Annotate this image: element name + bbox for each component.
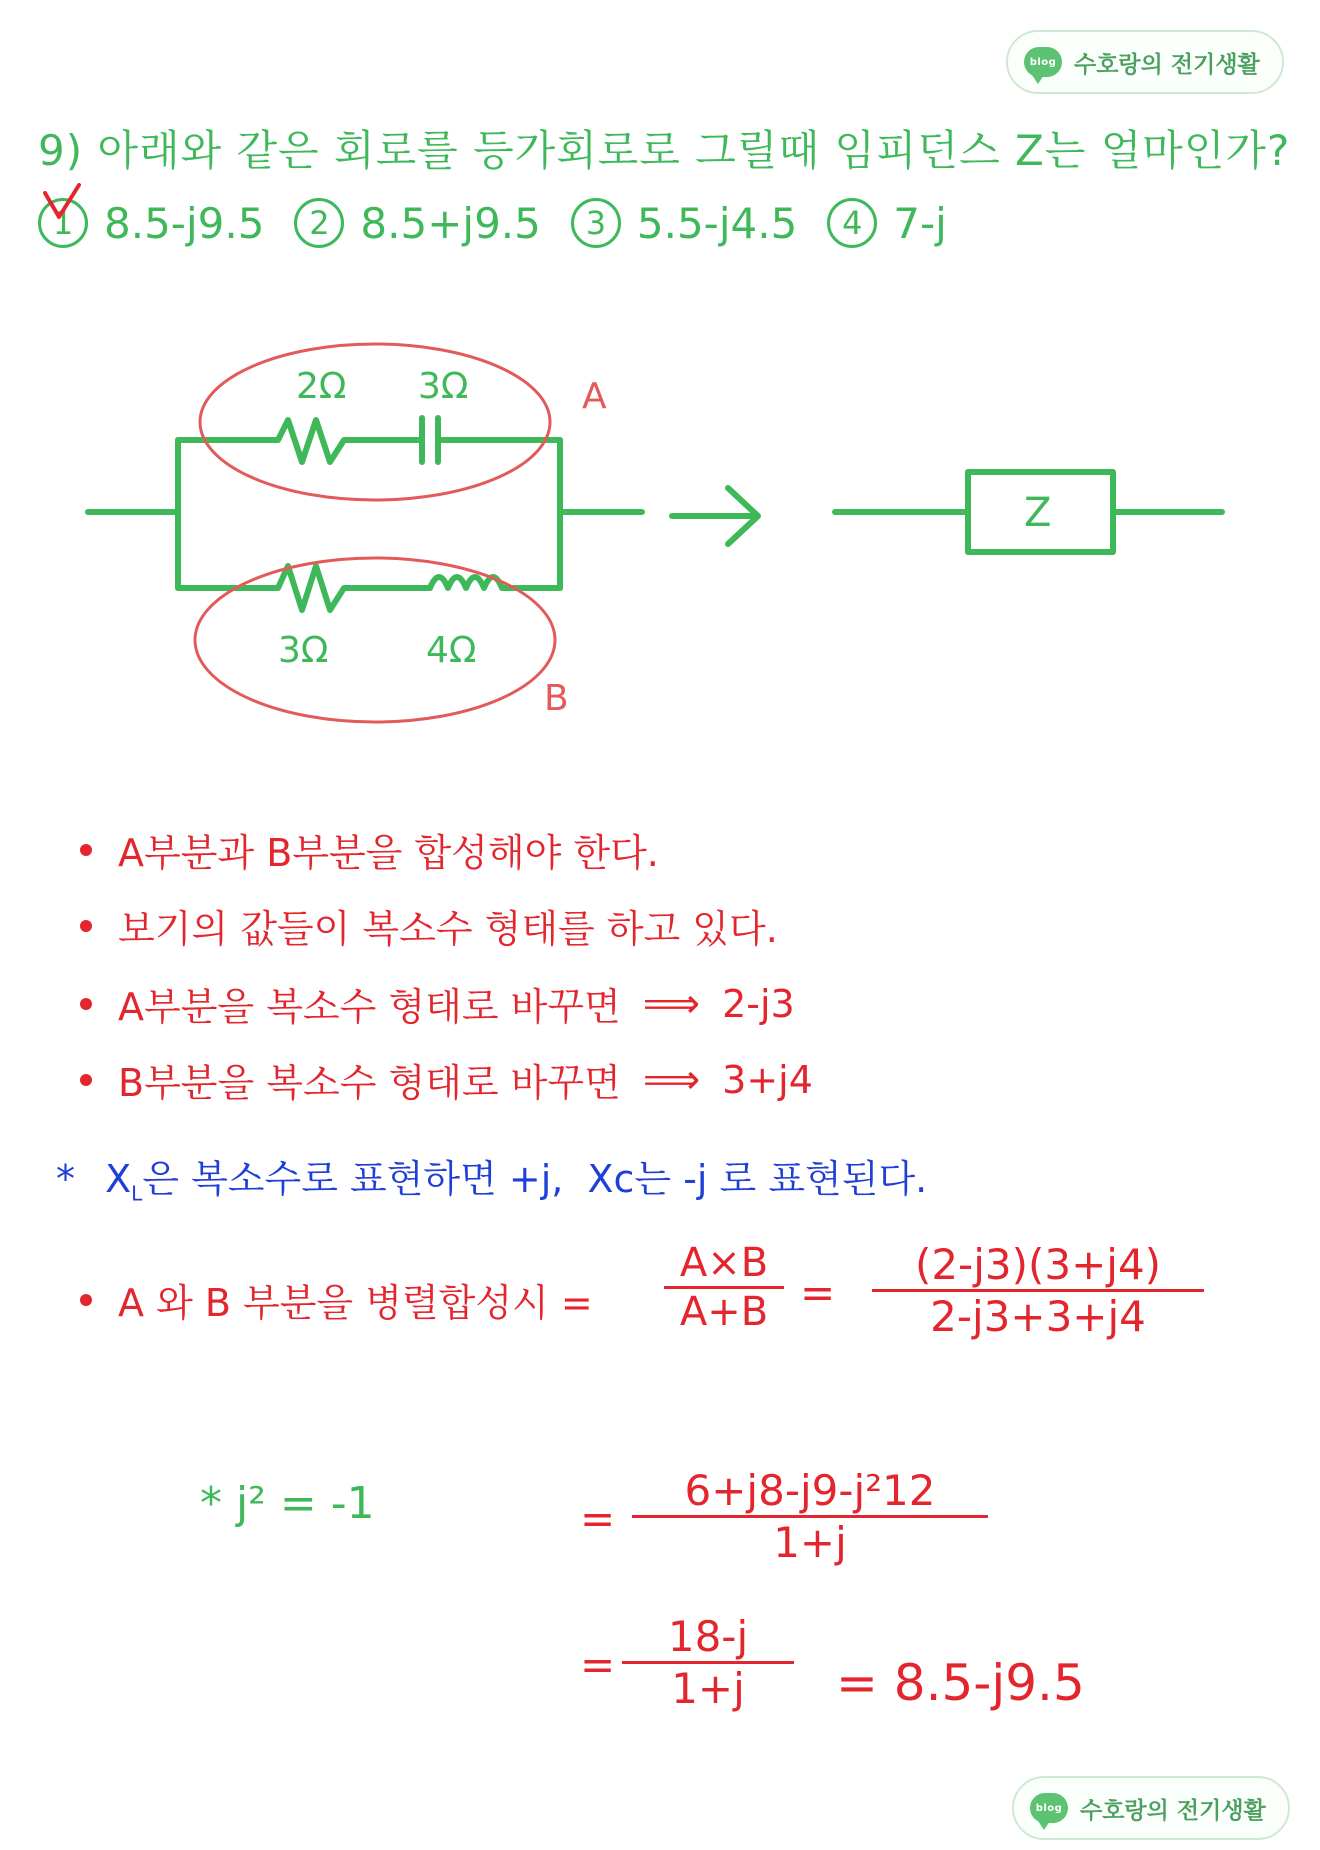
fraction-ab xyxy=(664,1240,784,1335)
bullet-1-text: A부분과 B부분을 합성해야 한다. xyxy=(118,831,659,875)
capacitor xyxy=(422,418,438,462)
option-value-3: 5.5-j4.5 xyxy=(636,198,798,248)
option-marker-3: 3 xyxy=(571,198,621,248)
answer-options xyxy=(38,198,977,248)
bullet-4-text: B부분을 복소수 형태로 바꾸면 xyxy=(118,1061,621,1105)
blog-icon: blog xyxy=(1030,1793,1068,1823)
brand-badge-top xyxy=(1006,30,1284,94)
final-result: = 8.5-j9.5 xyxy=(836,1654,1085,1712)
brand-name: 수호랑의 전기생활 xyxy=(1080,1797,1266,1824)
equals-3: = xyxy=(580,1640,616,1689)
bullet-dot xyxy=(80,1294,92,1306)
bullet-2 xyxy=(80,898,778,953)
bullet-dot xyxy=(80,1074,92,1086)
equals-2: = xyxy=(580,1494,616,1543)
brand-badge-bottom xyxy=(1012,1776,1290,1840)
note-text-1: 은 복소수로 표현하면 +j, xyxy=(142,1157,564,1201)
bullet-3-text: A부분을 복소수 형태로 바꾸면 xyxy=(118,985,621,1029)
reactance-note xyxy=(56,1148,927,1206)
fraction-complex-num: (2-j3)(3+j4) xyxy=(914,1240,1162,1289)
note-xl-sub: L xyxy=(131,1181,143,1206)
parallel-label: A 와 B 부분을 병렬합성시 = xyxy=(118,1281,593,1325)
option-4 xyxy=(827,198,947,248)
bullet-3 xyxy=(80,976,795,1031)
label-group-a: A xyxy=(582,376,607,417)
question-text: 9) 아래와 같은 회로를 등가회로로 그릴때 임피던스 Z는 얼마인가? xyxy=(38,126,1291,175)
j-squared-note: * j² = -1 xyxy=(200,1478,375,1529)
bullet-4-result: 3+j4 xyxy=(722,1057,813,1102)
wire-left xyxy=(88,440,178,588)
bullet-dot xyxy=(80,844,92,856)
brand-name: 수호랑의 전기생활 xyxy=(1074,51,1260,78)
arrow-icon xyxy=(672,488,758,544)
option-marker-1: 1 xyxy=(38,198,88,248)
fraction-expanded-den: 1+j xyxy=(773,1518,847,1567)
note-xc: Xc xyxy=(587,1157,635,1201)
label-group-b: B xyxy=(544,678,569,719)
bullet-4 xyxy=(80,1052,813,1107)
label-l-bottom: 4Ω xyxy=(426,630,477,671)
bullet-3-result: 2-j3 xyxy=(722,981,795,1026)
checkmark-icon xyxy=(39,183,85,229)
option-value-2: 8.5+j9.5 xyxy=(360,198,541,248)
fraction-ab-den: A+B xyxy=(679,1289,769,1335)
fraction-complex-den: 2-j3+3+j4 xyxy=(930,1292,1146,1341)
bullet-1 xyxy=(80,822,659,877)
group-b-ellipse xyxy=(195,558,555,722)
bullet-dot xyxy=(80,920,92,932)
label-equiv-z: Z xyxy=(1024,490,1052,536)
option-marker-4: 4 xyxy=(827,198,877,248)
option-1 xyxy=(38,198,264,248)
fraction-expanded-num: 6+j8-j9-j²12 xyxy=(684,1466,936,1515)
parallel-line xyxy=(80,1272,593,1327)
note-xl: X xyxy=(105,1157,132,1201)
fraction-simplified xyxy=(622,1612,794,1713)
bullet-dot xyxy=(80,998,92,1010)
implies-arrow-icon: ⟹ xyxy=(642,1056,701,1103)
option-3 xyxy=(571,198,797,248)
option-value-4: 7-j xyxy=(893,198,947,248)
label-c-top: 3Ω xyxy=(418,366,469,407)
label-r-bottom: 3Ω xyxy=(278,630,329,671)
circuit-diagram xyxy=(0,340,1320,740)
option-2 xyxy=(294,198,540,248)
fraction-simplified-num: 18-j xyxy=(667,1612,749,1661)
fraction-simplified-den: 1+j xyxy=(671,1664,745,1713)
equals-1: = xyxy=(800,1268,836,1317)
bullet-2-text: 보기의 값들이 복소수 형태를 하고 있다. xyxy=(118,907,778,951)
blog-icon: blog xyxy=(1024,47,1062,77)
implies-arrow-icon: ⟹ xyxy=(642,980,701,1027)
fraction-complex xyxy=(872,1240,1204,1341)
note-text-2: 는 -j 로 표현된다. xyxy=(634,1157,928,1201)
group-a-ellipse xyxy=(200,344,550,500)
option-value-1: 8.5-j9.5 xyxy=(104,198,265,248)
wire-right xyxy=(560,440,642,588)
fraction-ab-num: A×B xyxy=(679,1240,769,1286)
label-r-top: 2Ω xyxy=(296,366,347,407)
fraction-expanded xyxy=(632,1466,988,1567)
note-star: * xyxy=(56,1157,75,1201)
option-marker-2: 2 xyxy=(294,198,344,248)
wire-top xyxy=(178,420,560,462)
